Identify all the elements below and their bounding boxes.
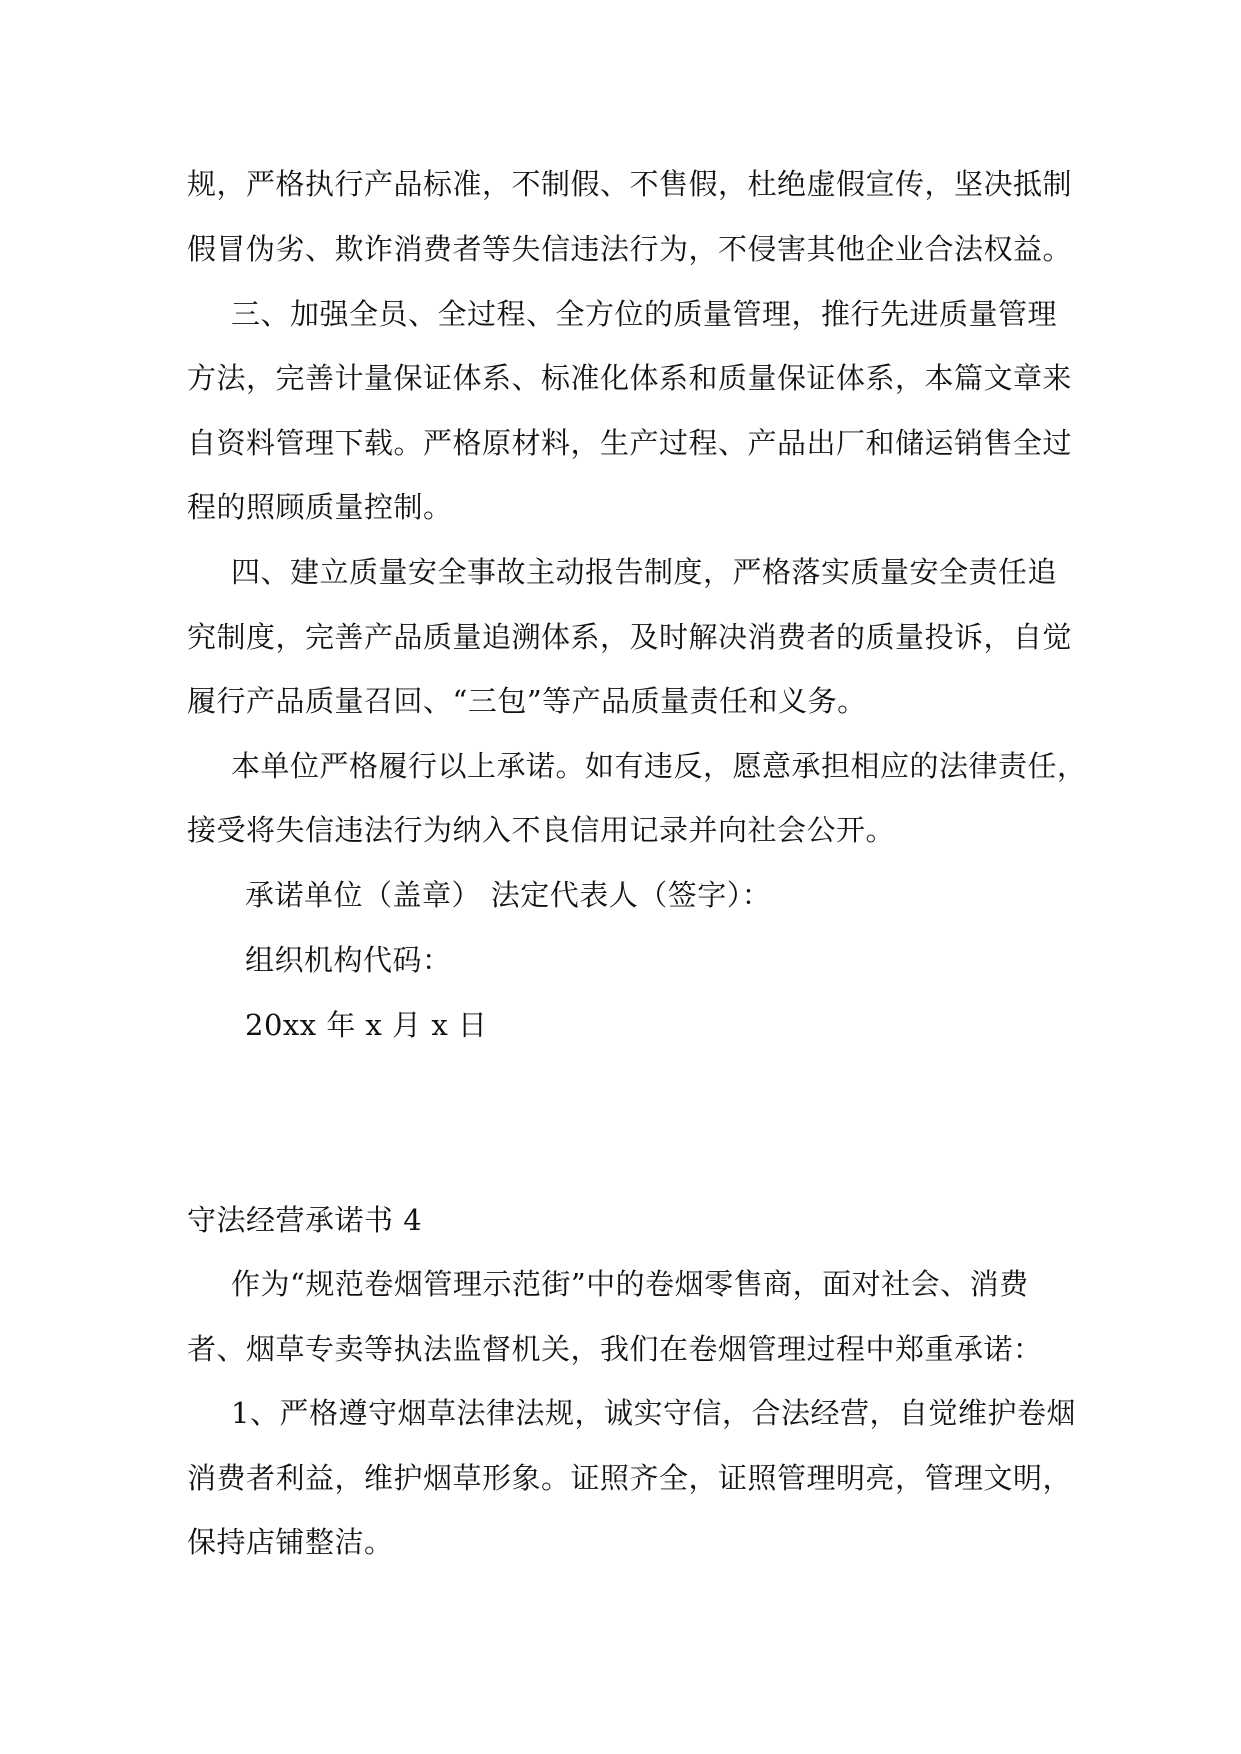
signature-line: 承诺单位（盖章） 法定代表人（签字）：: [245, 878, 772, 912]
paragraph-line: 程的照顾质量控制。: [187, 490, 453, 524]
org-code-line: 组织机构代码：: [245, 943, 452, 977]
paragraph-line: 保持店铺整洁。: [187, 1525, 394, 1559]
paragraph-line: 者、烟草专卖等执法监督机关，我们在卷烟管理过程中郑重承诺：: [187, 1332, 1043, 1366]
section-heading: 守法经营承诺书 4: [187, 1203, 423, 1237]
paragraph-line: 假冒伪劣、欺诈消费者等失信违法行为，不侵害其他企业合法权益。: [187, 232, 1073, 266]
paragraph-line: 四、建立质量安全事故主动报告制度，严格落实质量安全责任追: [231, 555, 1058, 589]
paragraph-line: 方法，完善计量保证体系、标准化体系和质量保证体系，本篇文章来: [187, 361, 1073, 395]
paragraph-line: 自资料管理下载。严格原材料，生产过程、产品出厂和储运销售全过: [187, 426, 1073, 460]
paragraph-line: 作为“规范卷烟管理示范街”中的卷烟零售商，面对社会、消费: [231, 1267, 1029, 1301]
paragraph-line: 本单位严格履行以上承诺。如有违反，愿意承担相应的法律责任，: [231, 749, 1087, 783]
paragraph-line: 1、严格遵守烟草法律法规，诚实守信，合法经营，自觉维护卷烟: [231, 1396, 1076, 1430]
paragraph-line: 规，严格执行产品标准，不制假、不售假，杜绝虚假宣传，坚决抵制: [187, 167, 1073, 201]
paragraph-line: 三、加强全员、全过程、全方位的质量管理，推行先进质量管理: [231, 297, 1058, 331]
paragraph-line: 接受将失信违法行为纳入不良信用记录并向社会公开。: [187, 813, 896, 847]
paragraph-line: 消费者利益，维护烟草形象。证照齐全，证照管理明亮，管理文明，: [187, 1461, 1073, 1495]
date-line: 20xx 年 x 月 x 日: [245, 1008, 488, 1042]
paragraph-line: 履行产品质量召回、“三包”等产品质量责任和义务。: [187, 684, 867, 718]
paragraph-line: 究制度，完善产品质量追溯体系，及时解决消费者的质量投诉，自觉: [187, 620, 1073, 654]
